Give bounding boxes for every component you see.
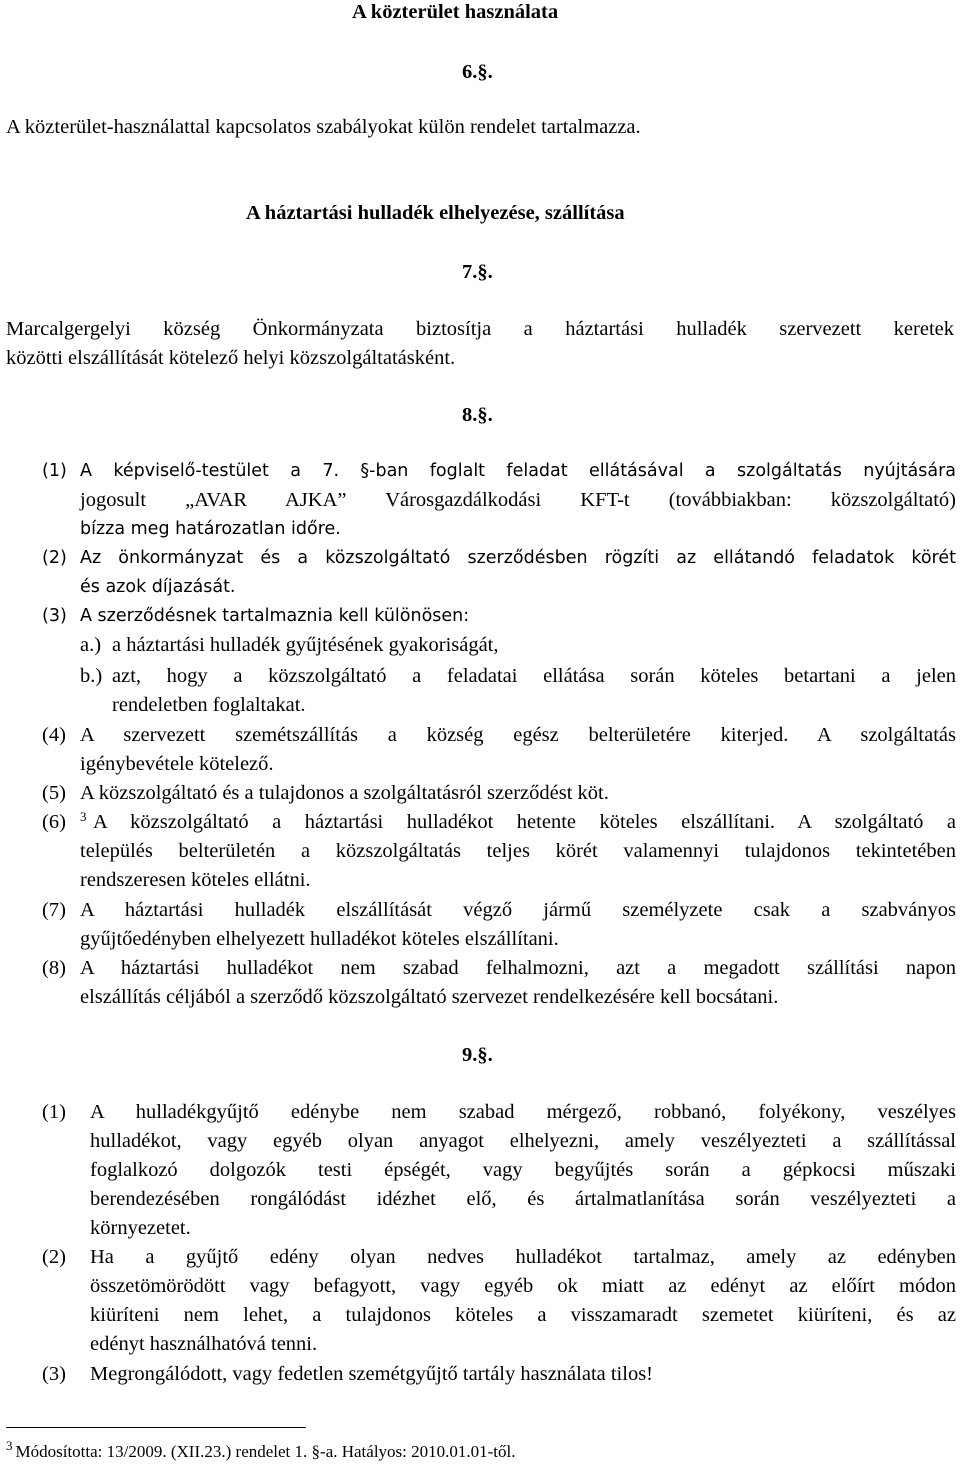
s8-item-b-line-2: rendeletben foglaltakat. bbox=[112, 694, 306, 716]
footnote-ref-sup: 3 bbox=[80, 809, 87, 824]
s8-item-2-marker: (2) bbox=[42, 548, 67, 568]
s8-item-5-line-1: A közszolgáltató és a tulajdonos a szolgáltatásról szerződést köt. bbox=[80, 782, 609, 804]
s8-item-4-marker: (4) bbox=[42, 724, 66, 746]
s8-item-4-line-1: A szervezett szemétszállítás a község egész belterületére kiterjed. A szolgáltatás bbox=[80, 724, 956, 746]
section-6-text: A közterület-használattal kapcsolatos szabályokat külön rendelet tartalmazza. bbox=[6, 116, 641, 138]
s8-item-1-line-1: A képviselő-testület a 7. §-ban foglalt feladat ellátásával a szolgáltatás nyújtására bbox=[80, 461, 956, 481]
s9-item-3-line-1: Megrongálódott, vagy fedetlen szemétgyűjtő tartály használata tilos! bbox=[90, 1363, 653, 1385]
s8-item-3-marker: (3) bbox=[42, 606, 67, 626]
s8-item-b-line-1: azt, hogy a közszolgáltató a feladatai ellátása során köteles betartani a jelen bbox=[112, 665, 956, 687]
s8-item-3-line-1: A szerződésnek tartalmaznia kell különösen: bbox=[80, 606, 470, 626]
footnote-separator bbox=[6, 1427, 306, 1428]
s9-item-2-line-1: Ha a gyűjtő edény olyan nedves hulladékot tartalmaz, amely az edényben bbox=[90, 1246, 956, 1268]
s8-item-2-line-1: Az önkormányzat és a közszolgáltató szerződésben rögzíti az ellátandó feladatok körét bbox=[80, 548, 956, 568]
s9-item-2-line-3: kiüríteni nem lehet, a tulajdonos köteles a visszamaradt szemetet kiüríteni, és az bbox=[90, 1304, 956, 1326]
s8-item-8-marker: (8) bbox=[42, 957, 66, 979]
s9-item-3-marker: (3) bbox=[42, 1363, 66, 1385]
s9-item-1-line-1: A hulladékgyűjtő edénybe nem szabad mérgező, robbanó, folyékony, veszélyes bbox=[90, 1101, 956, 1123]
s8-item-7-marker: (7) bbox=[42, 899, 66, 921]
s9-item-1-marker: (1) bbox=[42, 1101, 66, 1123]
section-7-line-2: közötti elszállítását kötelező helyi közszolgáltatásként. bbox=[6, 347, 456, 369]
s8-item-6-line-2: település belterületén a közszolgáltatás teljes körét valamennyi tulajdonos tekintetében bbox=[80, 840, 956, 862]
section-9-number: 9.§. bbox=[462, 1044, 493, 1066]
section-7-line-1: Marcalgergelyi község Önkormányzata biztosítja a háztartási hulladék szervezett keretek bbox=[6, 318, 954, 340]
s9-item-1-line-2: hulladékot, vagy egyéb olyan anyagot elhelyezni, amely veszélyezteti a szállítással bbox=[90, 1130, 956, 1152]
s8-item-6-line-1: A közszolgáltató a háztartási hulladékot hetente köteles elszállítani. A szolgáltató a bbox=[93, 811, 956, 833]
s9-item-1-line-5: környezetet. bbox=[90, 1217, 191, 1239]
s8-item-8-line-1: A háztartási hulladékot nem szabad felhalmozni, azt a megadott szállítási napon bbox=[80, 957, 956, 979]
s9-item-1-line-4: berendezésében rongálódást idézhet elő, és ártalmatlanítása során veszélyezteti a bbox=[90, 1188, 956, 1210]
heading-household-waste: A háztartási hulladék elhelyezése, szállítása bbox=[246, 202, 625, 224]
s8-item-5-marker: (5) bbox=[42, 782, 66, 804]
heading-public-space: A közterület használata bbox=[352, 1, 559, 23]
section-8-number: 8.§. bbox=[462, 404, 493, 426]
s8-item-6-line-3: rendszeresen köteles ellátni. bbox=[80, 869, 311, 891]
s8-item-a-marker: a.) bbox=[80, 634, 102, 656]
footnote-mark: 3 bbox=[6, 1438, 13, 1453]
s9-item-1-line-3: foglalkozó dolgozók testi épségét, vagy begyűjtés során a gépkocsi műszaki bbox=[90, 1159, 956, 1181]
section-6-number: 6.§. bbox=[462, 61, 493, 83]
footnote bbox=[6, 1437, 516, 1467]
s8-item-1-line-2: jogosult „AVAR AJKA” Városgazdálkodási KFT-t (továbbiakban: közszolgáltató) bbox=[80, 489, 956, 511]
s8-item-8-line-2: elszállítás céljából a szerződő közszolgáltató szervezet rendelkezésére kell bocsátani. bbox=[80, 986, 779, 1008]
s9-item-2-line-4: edényt használhatóvá tenni. bbox=[90, 1333, 318, 1355]
s8-item-a-line-1: a háztartási hulladék gyűjtésének gyakoriságát, bbox=[112, 634, 499, 656]
s8-item-7-line-1: A háztartási hulladék elszállítását végző jármű személyzete csak a szabványos bbox=[80, 899, 956, 921]
s8-item-7-line-2: gyűjtőedényben elhelyezett hulladékot köteles elszállítani. bbox=[80, 928, 559, 950]
footnote-text: Módosította: 13/2009. (XII.23.) rendelet 1. §-a. Hatályos: 2010.01.01-től. bbox=[15, 1442, 516, 1461]
s8-item-1-marker: (1) bbox=[42, 461, 67, 481]
section-7-number: 7.§. bbox=[462, 261, 493, 283]
s9-item-2-marker: (2) bbox=[42, 1246, 66, 1268]
s8-item-2-line-2: és azok díjazását. bbox=[80, 577, 236, 597]
s8-item-1-line-3: bízza meg határozatlan időre. bbox=[80, 519, 341, 539]
s9-item-2-line-2: összetömörödött vagy befagyott, vagy egyéb ok miatt az edényt az előírt módon bbox=[90, 1275, 956, 1297]
s8-item-b-marker: b.) bbox=[80, 665, 103, 687]
s8-item-6-marker: (6) bbox=[42, 811, 66, 833]
s8-item-4-line-2: igénybevétele kötelező. bbox=[80, 753, 274, 775]
